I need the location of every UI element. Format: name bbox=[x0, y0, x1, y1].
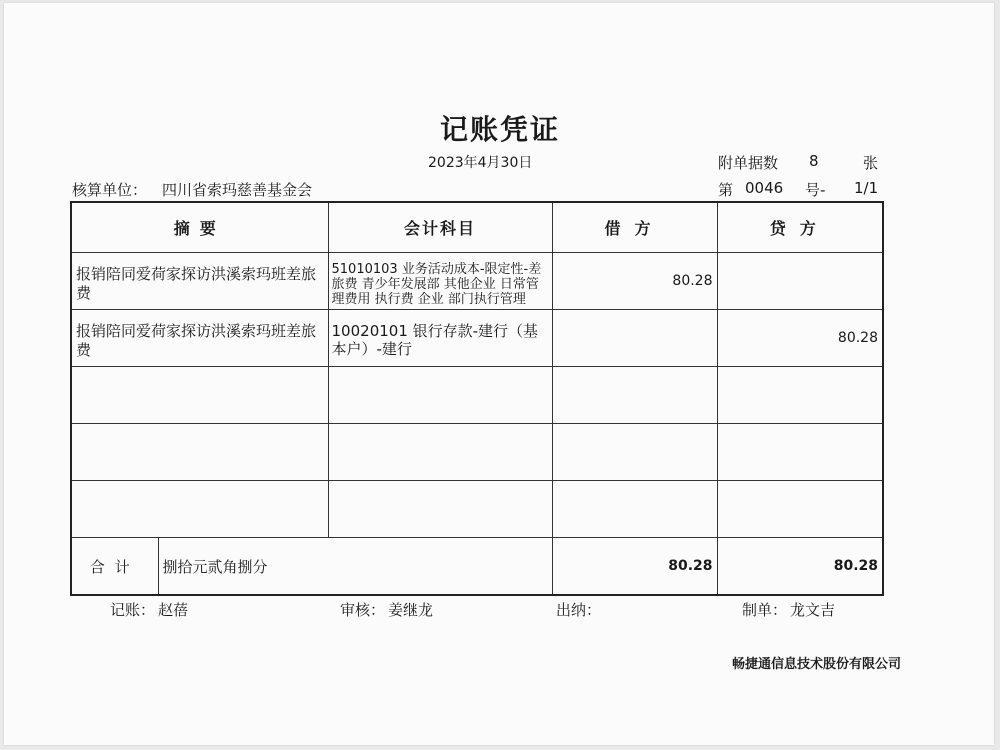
preparer-name: 龙文吉 bbox=[790, 601, 836, 619]
voucher-no-number: 0046 bbox=[745, 179, 784, 197]
row-account bbox=[328, 310, 552, 367]
table-row bbox=[71, 367, 883, 424]
entity-label: 核算单位： bbox=[72, 181, 148, 199]
row-credit bbox=[717, 367, 883, 424]
voucher-title: 记账凭证 bbox=[439, 113, 560, 146]
row-debit bbox=[552, 367, 717, 424]
voucher-no-suffix: 号- bbox=[805, 181, 826, 199]
reviewer-name: 姜继龙 bbox=[388, 601, 434, 619]
row-credit bbox=[717, 253, 883, 310]
row-summary bbox=[71, 253, 328, 310]
table-row bbox=[71, 424, 883, 481]
header-credit: 贷方 bbox=[717, 202, 883, 253]
total-label: 合计 bbox=[71, 538, 158, 596]
row-summary bbox=[71, 367, 328, 424]
row-debit bbox=[552, 424, 717, 481]
row-debit bbox=[552, 481, 717, 538]
table-header-row bbox=[71, 202, 883, 253]
bookkeeper-name: 赵蓓 bbox=[158, 601, 189, 619]
bookkeeper-label: 记账： bbox=[110, 601, 156, 619]
reviewer-label: 审核： bbox=[340, 601, 386, 619]
row-summary bbox=[71, 424, 328, 481]
row-summary-text: 报销陪同爱荷家探访洪溪索玛班差旅费 bbox=[76, 322, 317, 359]
row-account bbox=[328, 481, 552, 538]
voucher-no-prefix: 第 bbox=[718, 181, 734, 199]
voucher-date: 2023年4月30日 bbox=[428, 155, 533, 171]
total-amount-words: 捌拾元贰角捌分 bbox=[158, 538, 552, 596]
attachments-unit: 张 bbox=[863, 154, 879, 172]
voucher-table bbox=[70, 201, 884, 596]
table-row bbox=[71, 253, 883, 310]
row-summary bbox=[71, 310, 328, 367]
row-account bbox=[328, 253, 552, 310]
table-row bbox=[71, 310, 883, 367]
total-row bbox=[71, 538, 883, 596]
total-debit: 80.28 bbox=[552, 538, 717, 596]
header-summary: 摘要 bbox=[71, 202, 328, 253]
row-credit: 80.28 bbox=[717, 310, 883, 367]
header-account: 会计科目 bbox=[328, 202, 552, 253]
row-summary-text: 报销陪同爱荷家探访洪溪索玛班差旅费 bbox=[76, 265, 317, 302]
voucher-page: 1/1 bbox=[854, 179, 879, 197]
row-account-text: 51010103 业务活动成本-限定性-差旅费 青少年发展部 其他企业 日常管理费用 执行费 企业 部门执行管理 bbox=[331, 262, 542, 307]
row-debit: 80.28 bbox=[552, 253, 717, 310]
row-summary bbox=[71, 481, 328, 538]
entity-name: 四川省索玛慈善基金会 bbox=[162, 181, 313, 199]
preparer-label: 制单： bbox=[742, 601, 788, 619]
row-credit bbox=[717, 481, 883, 538]
row-account-text: 10020101 银行存款-建行（基本户）-建行 bbox=[331, 322, 539, 358]
attachments-label: 附单据数 bbox=[718, 154, 779, 172]
attachments-count: 8 bbox=[809, 152, 819, 170]
row-debit bbox=[552, 310, 717, 367]
total-credit: 80.28 bbox=[717, 538, 883, 596]
row-account bbox=[328, 424, 552, 481]
row-account bbox=[328, 367, 552, 424]
row-credit bbox=[717, 424, 883, 481]
cashier-label: 出纳： bbox=[556, 601, 602, 619]
software-company: 畅捷通信息技术股份有限公司 bbox=[732, 657, 902, 672]
header-debit: 借方 bbox=[552, 202, 717, 253]
table-row bbox=[71, 481, 883, 538]
